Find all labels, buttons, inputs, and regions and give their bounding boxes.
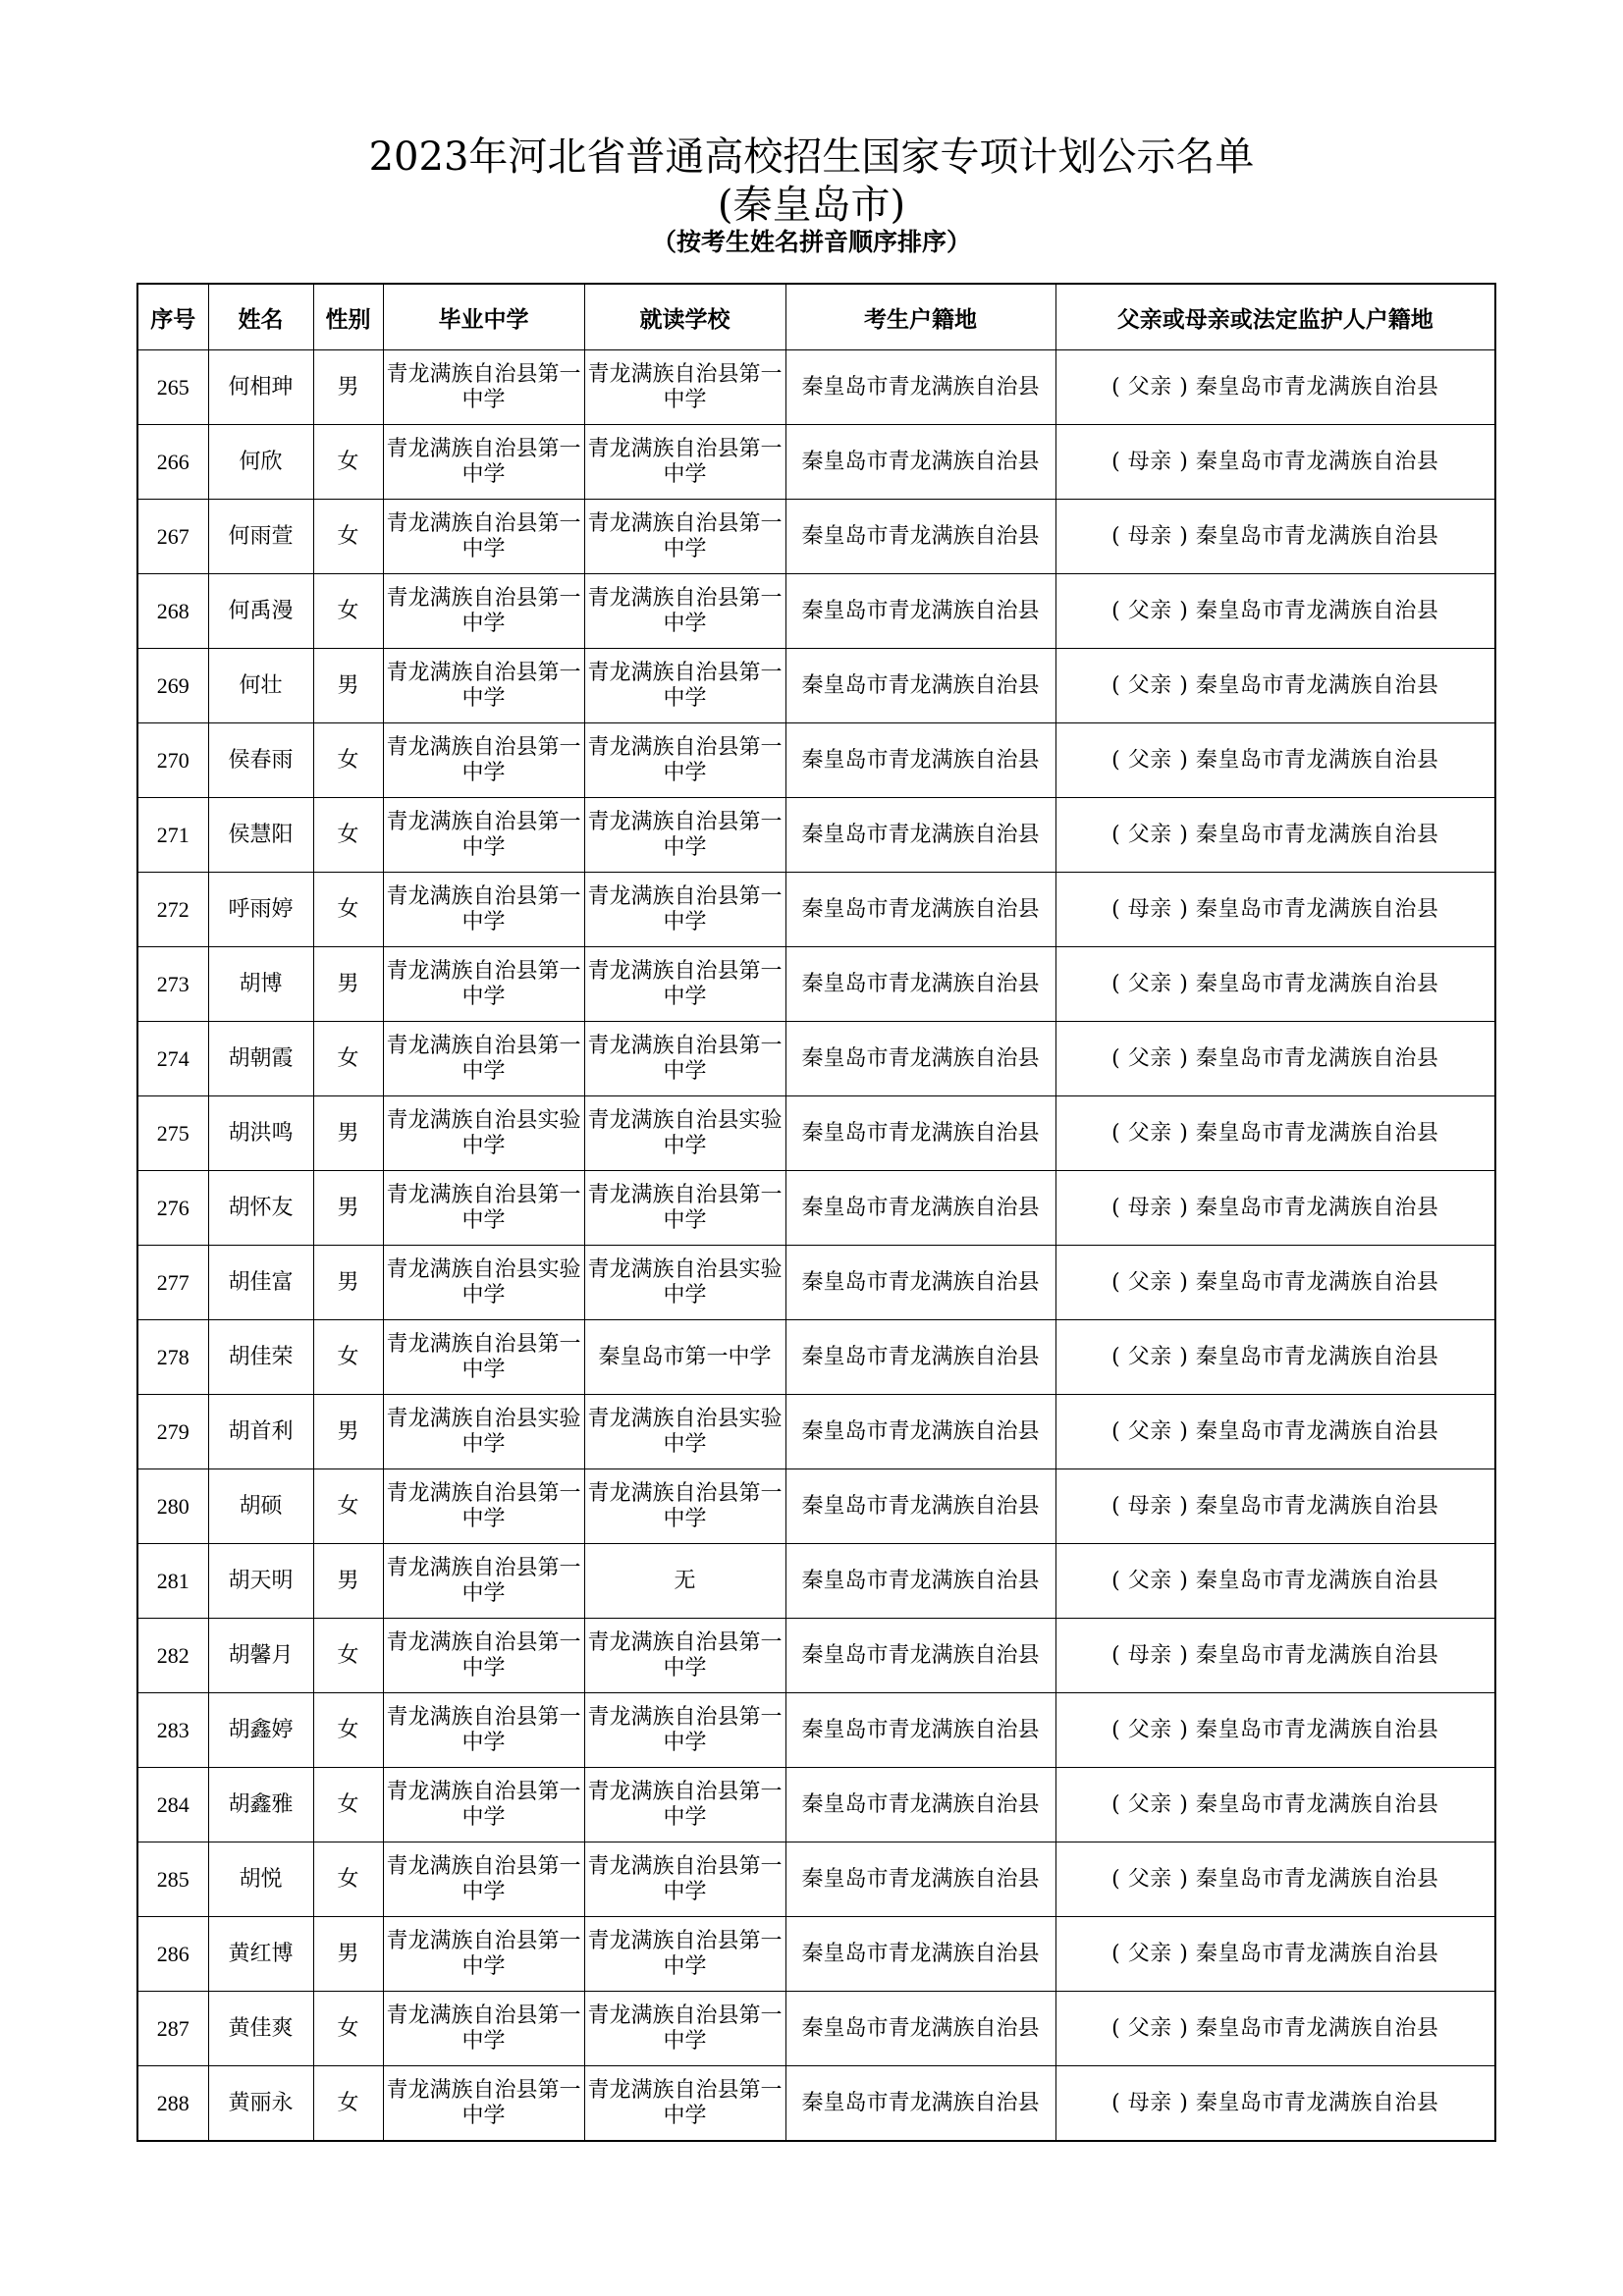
cell-name: 呼雨婷: [208, 873, 313, 947]
table-row: [137, 649, 1495, 723]
cell-serial: 286: [137, 1917, 208, 1992]
cell-serial: 273: [137, 947, 208, 1022]
table-row: [137, 1768, 1495, 1842]
cell-serial: 268: [137, 574, 208, 649]
column-header-serial: 序号: [137, 284, 208, 350]
table-row: [137, 1693, 1495, 1768]
cell-name: 胡佳荣: [208, 1320, 313, 1395]
table-row: [137, 1469, 1495, 1544]
cell-serial: 265: [137, 350, 208, 425]
cell-serial: 278: [137, 1320, 208, 1395]
cell-household-registration: 秦皇岛市青龙满族自治县: [785, 2066, 1055, 2142]
cell-name: 何壮: [208, 649, 313, 723]
cell-current-school: 青龙满族自治县第一中学: [584, 1917, 785, 1992]
cell-guardian-registration: ( 父亲 ) 秦皇岛市青龙满族自治县: [1055, 1096, 1495, 1171]
cell-household-registration: 秦皇岛市青龙满族自治县: [785, 350, 1055, 425]
cell-serial: 282: [137, 1619, 208, 1693]
table-row: [137, 1842, 1495, 1917]
cell-gender: 男: [313, 1395, 383, 1469]
cell-name: 胡首利: [208, 1395, 313, 1469]
cell-graduation-school: 青龙满族自治县第一中学: [383, 1022, 584, 1096]
table-row: [137, 1246, 1495, 1320]
cell-current-school: 青龙满族自治县第一中学: [584, 574, 785, 649]
cell-current-school: 青龙满族自治县第一中学: [584, 1693, 785, 1768]
table-row: [137, 1992, 1495, 2066]
cell-guardian-registration: ( 父亲 ) 秦皇岛市青龙满族自治县: [1055, 1395, 1495, 1469]
cell-current-school: 青龙满族自治县第一中学: [584, 1842, 785, 1917]
cell-serial: 277: [137, 1246, 208, 1320]
cell-current-school: 青龙满族自治县第一中学: [584, 1022, 785, 1096]
cell-household-registration: 秦皇岛市青龙满族自治县: [785, 1320, 1055, 1395]
cell-household-registration: 秦皇岛市青龙满族自治县: [785, 1544, 1055, 1619]
column-header-graduation-school: 毕业中学: [383, 284, 584, 350]
cell-graduation-school: 青龙满族自治县第一中学: [383, 500, 584, 574]
cell-gender: 男: [313, 1917, 383, 1992]
cell-gender: 男: [313, 1246, 383, 1320]
column-header-gender: 性别: [313, 284, 383, 350]
cell-current-school: 青龙满族自治县第一中学: [584, 1171, 785, 1246]
cell-guardian-registration: ( 父亲 ) 秦皇岛市青龙满族自治县: [1055, 1544, 1495, 1619]
cell-household-registration: 秦皇岛市青龙满族自治县: [785, 1022, 1055, 1096]
cell-graduation-school: 青龙满族自治县第一中学: [383, 1768, 584, 1842]
cell-name: 侯慧阳: [208, 798, 313, 873]
cell-name: 胡硕: [208, 1469, 313, 1544]
cell-gender: 女: [313, 1842, 383, 1917]
cell-graduation-school: 青龙满族自治县第一中学: [383, 1917, 584, 1992]
cell-name: 胡悦: [208, 1842, 313, 1917]
cell-graduation-school: 青龙满族自治县第一中学: [383, 947, 584, 1022]
cell-current-school: 青龙满族自治县第一中学: [584, 798, 785, 873]
cell-name: 何禹漫: [208, 574, 313, 649]
cell-current-school: 青龙满族自治县第一中学: [584, 1768, 785, 1842]
table-row: [137, 350, 1495, 425]
cell-current-school: 青龙满族自治县第一中学: [584, 723, 785, 798]
table-row: [137, 947, 1495, 1022]
cell-serial: 267: [137, 500, 208, 574]
cell-serial: 280: [137, 1469, 208, 1544]
cell-household-registration: 秦皇岛市青龙满族自治县: [785, 649, 1055, 723]
cell-serial: 270: [137, 723, 208, 798]
cell-serial: 275: [137, 1096, 208, 1171]
cell-serial: 284: [137, 1768, 208, 1842]
cell-guardian-registration: ( 父亲 ) 秦皇岛市青龙满族自治县: [1055, 1992, 1495, 2066]
cell-name: 胡馨月: [208, 1619, 313, 1693]
cell-serial: 274: [137, 1022, 208, 1096]
table-row: [137, 1395, 1495, 1469]
cell-gender: 男: [313, 1544, 383, 1619]
cell-serial: 283: [137, 1693, 208, 1768]
cell-current-school: 青龙满族自治县第一中学: [584, 2066, 785, 2142]
cell-name: 侯春雨: [208, 723, 313, 798]
cell-guardian-registration: ( 父亲 ) 秦皇岛市青龙满族自治县: [1055, 1693, 1495, 1768]
cell-household-registration: 秦皇岛市青龙满族自治县: [785, 1842, 1055, 1917]
table-row: [137, 574, 1495, 649]
cell-graduation-school: 青龙满族自治县第一中学: [383, 574, 584, 649]
cell-guardian-registration: ( 父亲 ) 秦皇岛市青龙满族自治县: [1055, 1320, 1495, 1395]
cell-household-registration: 秦皇岛市青龙满族自治县: [785, 1693, 1055, 1768]
cell-name: 胡鑫雅: [208, 1768, 313, 1842]
cell-guardian-registration: ( 母亲 ) 秦皇岛市青龙满族自治县: [1055, 500, 1495, 574]
cell-household-registration: 秦皇岛市青龙满族自治县: [785, 1992, 1055, 2066]
table-row: [137, 1544, 1495, 1619]
cell-household-registration: 秦皇岛市青龙满族自治县: [785, 873, 1055, 947]
roster-body: [137, 350, 1495, 2142]
cell-current-school: 青龙满族自治县第一中学: [584, 1619, 785, 1693]
cell-serial: 271: [137, 798, 208, 873]
cell-serial: 281: [137, 1544, 208, 1619]
cell-gender: 女: [313, 1992, 383, 2066]
cell-guardian-registration: ( 父亲 ) 秦皇岛市青龙满族自治县: [1055, 1842, 1495, 1917]
cell-household-registration: 秦皇岛市青龙满族自治县: [785, 798, 1055, 873]
cell-household-registration: 秦皇岛市青龙满族自治县: [785, 1246, 1055, 1320]
cell-serial: 285: [137, 1842, 208, 1917]
cell-guardian-registration: ( 父亲 ) 秦皇岛市青龙满族自治县: [1055, 798, 1495, 873]
cell-guardian-registration: ( 父亲 ) 秦皇岛市青龙满族自治县: [1055, 649, 1495, 723]
cell-guardian-registration: ( 母亲 ) 秦皇岛市青龙满族自治县: [1055, 425, 1495, 500]
page-sort-note: （按考生姓名拼音顺序排序）: [651, 228, 971, 256]
cell-gender: 女: [313, 1469, 383, 1544]
table-row: [137, 1917, 1495, 1992]
cell-current-school: 青龙满族自治县实验中学: [584, 1096, 785, 1171]
cell-current-school: 青龙满族自治县实验中学: [584, 1246, 785, 1320]
table-row: [137, 798, 1495, 873]
cell-guardian-registration: ( 母亲 ) 秦皇岛市青龙满族自治县: [1055, 1171, 1495, 1246]
cell-name: 何相珅: [208, 350, 313, 425]
cell-guardian-registration: ( 母亲 ) 秦皇岛市青龙满族自治县: [1055, 1619, 1495, 1693]
cell-gender: 女: [313, 1619, 383, 1693]
cell-graduation-school: 青龙满族自治县实验中学: [383, 1096, 584, 1171]
table-row: [137, 1022, 1495, 1096]
cell-current-school: 秦皇岛市第一中学: [584, 1320, 785, 1395]
cell-guardian-registration: ( 母亲 ) 秦皇岛市青龙满族自治县: [1055, 1469, 1495, 1544]
cell-name: 胡博: [208, 947, 313, 1022]
cell-current-school: 青龙满族自治县第一中学: [584, 947, 785, 1022]
cell-gender: 男: [313, 1096, 383, 1171]
column-header-guardian-registration: 父亲或母亲或法定监护人户籍地: [1055, 284, 1495, 350]
cell-household-registration: 秦皇岛市青龙满族自治县: [785, 1768, 1055, 1842]
table-row: [137, 723, 1495, 798]
cell-graduation-school: 青龙满族自治县实验中学: [383, 1395, 584, 1469]
cell-household-registration: 秦皇岛市青龙满族自治县: [785, 1096, 1055, 1171]
cell-household-registration: 秦皇岛市青龙满族自治县: [785, 1619, 1055, 1693]
cell-gender: 男: [313, 1171, 383, 1246]
cell-current-school: 青龙满族自治县实验中学: [584, 1395, 785, 1469]
cell-graduation-school: 青龙满族自治县第一中学: [383, 350, 584, 425]
cell-gender: 女: [313, 2066, 383, 2142]
cell-serial: 269: [137, 649, 208, 723]
cell-name: 黄佳爽: [208, 1992, 313, 2066]
cell-gender: 男: [313, 947, 383, 1022]
page-title: 2023年河北省普通高校招生国家专项计划公示名单: [368, 134, 1255, 180]
cell-gender: 女: [313, 723, 383, 798]
cell-serial: 279: [137, 1395, 208, 1469]
table-row: [137, 1096, 1495, 1171]
cell-household-registration: 秦皇岛市青龙满族自治县: [785, 1917, 1055, 1992]
table-header-row: [137, 284, 1495, 350]
cell-household-registration: 秦皇岛市青龙满族自治县: [785, 574, 1055, 649]
cell-current-school: 青龙满族自治县第一中学: [584, 649, 785, 723]
cell-graduation-school: 青龙满族自治县第一中学: [383, 1544, 584, 1619]
table-row: [137, 873, 1495, 947]
cell-household-registration: 秦皇岛市青龙满族自治县: [785, 425, 1055, 500]
column-header-household-registration: 考生户籍地: [785, 284, 1055, 350]
table-row: [137, 425, 1495, 500]
cell-serial: 266: [137, 425, 208, 500]
cell-graduation-school: 青龙满族自治县第一中学: [383, 1320, 584, 1395]
cell-graduation-school: 青龙满族自治县第一中学: [383, 1171, 584, 1246]
cell-name: 何欣: [208, 425, 313, 500]
cell-name: 胡朝霞: [208, 1022, 313, 1096]
cell-name: 胡洪鸣: [208, 1096, 313, 1171]
cell-gender: 男: [313, 649, 383, 723]
cell-name: 胡鑫婷: [208, 1693, 313, 1768]
cell-guardian-registration: ( 母亲 ) 秦皇岛市青龙满族自治县: [1055, 2066, 1495, 2142]
cell-gender: 女: [313, 798, 383, 873]
table-row: [137, 2066, 1495, 2142]
cell-guardian-registration: ( 父亲 ) 秦皇岛市青龙满族自治县: [1055, 574, 1495, 649]
table-row: [137, 1619, 1495, 1693]
cell-household-registration: 秦皇岛市青龙满族自治县: [785, 1395, 1055, 1469]
cell-gender: 女: [313, 1768, 383, 1842]
cell-graduation-school: 青龙满族自治县第一中学: [383, 1992, 584, 2066]
cell-graduation-school: 青龙满族自治县第一中学: [383, 1469, 584, 1544]
cell-guardian-registration: ( 父亲 ) 秦皇岛市青龙满族自治县: [1055, 1917, 1495, 1992]
cell-household-registration: 秦皇岛市青龙满族自治县: [785, 723, 1055, 798]
cell-guardian-registration: ( 父亲 ) 秦皇岛市青龙满族自治县: [1055, 1022, 1495, 1096]
cell-gender: 女: [313, 425, 383, 500]
cell-household-registration: 秦皇岛市青龙满族自治县: [785, 947, 1055, 1022]
cell-name: 胡怀友: [208, 1171, 313, 1246]
cell-guardian-registration: ( 母亲 ) 秦皇岛市青龙满族自治县: [1055, 873, 1495, 947]
cell-graduation-school: 青龙满族自治县第一中学: [383, 2066, 584, 2142]
cell-graduation-school: 青龙满族自治县第一中学: [383, 425, 584, 500]
cell-gender: 女: [313, 1693, 383, 1768]
cell-gender: 女: [313, 1320, 383, 1395]
cell-guardian-registration: ( 父亲 ) 秦皇岛市青龙满族自治县: [1055, 350, 1495, 425]
cell-name: 黄丽永: [208, 2066, 313, 2142]
table-row: [137, 500, 1495, 574]
cell-name: 黄红博: [208, 1917, 313, 1992]
cell-guardian-registration: ( 父亲 ) 秦皇岛市青龙满族自治县: [1055, 723, 1495, 798]
cell-graduation-school: 青龙满族自治县第一中学: [383, 798, 584, 873]
cell-gender: 女: [313, 1022, 383, 1096]
cell-serial: 276: [137, 1171, 208, 1246]
cell-guardian-registration: ( 父亲 ) 秦皇岛市青龙满族自治县: [1055, 947, 1495, 1022]
table-row: [137, 1171, 1495, 1246]
cell-graduation-school: 青龙满族自治县第一中学: [383, 873, 584, 947]
cell-graduation-school: 青龙满族自治县第一中学: [383, 1693, 584, 1768]
cell-current-school: 无: [584, 1544, 785, 1619]
cell-gender: 男: [313, 350, 383, 425]
cell-current-school: 青龙满族自治县第一中学: [584, 1992, 785, 2066]
cell-name: 胡佳富: [208, 1246, 313, 1320]
roster-table: [136, 283, 1496, 2142]
cell-name: 何雨萱: [208, 500, 313, 574]
cell-serial: 272: [137, 873, 208, 947]
column-header-name: 姓名: [208, 284, 313, 350]
cell-name: 胡天明: [208, 1544, 313, 1619]
column-header-current-school: 就读学校: [584, 284, 785, 350]
cell-household-registration: 秦皇岛市青龙满族自治县: [785, 1171, 1055, 1246]
cell-guardian-registration: ( 父亲 ) 秦皇岛市青龙满族自治县: [1055, 1768, 1495, 1842]
cell-current-school: 青龙满族自治县第一中学: [584, 873, 785, 947]
cell-gender: 女: [313, 574, 383, 649]
cell-current-school: 青龙满族自治县第一中学: [584, 1469, 785, 1544]
cell-household-registration: 秦皇岛市青龙满族自治县: [785, 500, 1055, 574]
page-subtitle-city: (秦皇岛市): [717, 183, 906, 228]
cell-serial: 288: [137, 2066, 208, 2142]
cell-household-registration: 秦皇岛市青龙满族自治县: [785, 1469, 1055, 1544]
cell-current-school: 青龙满族自治县第一中学: [584, 500, 785, 574]
cell-graduation-school: 青龙满族自治县第一中学: [383, 1619, 584, 1693]
cell-graduation-school: 青龙满族自治县实验中学: [383, 1246, 584, 1320]
cell-serial: 287: [137, 1992, 208, 2066]
cell-current-school: 青龙满族自治县第一中学: [584, 425, 785, 500]
cell-graduation-school: 青龙满族自治县第一中学: [383, 1842, 584, 1917]
cell-graduation-school: 青龙满族自治县第一中学: [383, 649, 584, 723]
cell-guardian-registration: ( 父亲 ) 秦皇岛市青龙满族自治县: [1055, 1246, 1495, 1320]
cell-gender: 女: [313, 500, 383, 574]
cell-current-school: 青龙满族自治县第一中学: [584, 350, 785, 425]
table-row: [137, 1320, 1495, 1395]
cell-gender: 女: [313, 873, 383, 947]
cell-graduation-school: 青龙满族自治县第一中学: [383, 723, 584, 798]
